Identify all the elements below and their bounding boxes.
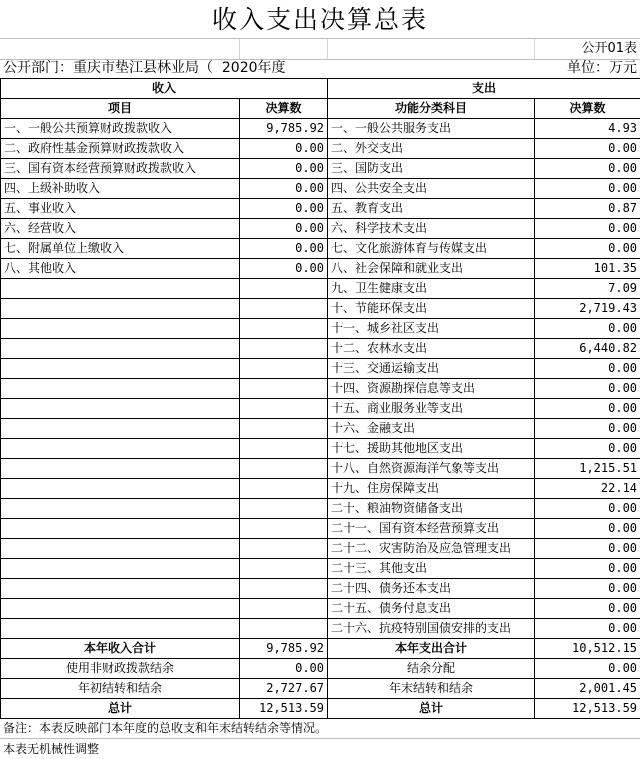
income-item bbox=[1, 579, 240, 599]
table-row bbox=[1, 499, 640, 519]
expense-amount: 7.09 bbox=[535, 279, 640, 299]
income-amount bbox=[240, 599, 328, 619]
expense-amount: 0.87 bbox=[535, 199, 640, 219]
expense-item: 七、文化旅游体育与传媒支出 bbox=[328, 239, 535, 259]
expense-amount: 0.00 bbox=[535, 439, 640, 459]
income-item bbox=[1, 599, 240, 619]
income-amount bbox=[240, 479, 328, 499]
income-summary-label: 本年收入合计 bbox=[1, 639, 240, 659]
income-amount bbox=[240, 499, 328, 519]
expense-amount: 0.00 bbox=[535, 499, 640, 519]
income-header: 收入 bbox=[1, 79, 328, 99]
income-amount: 0.00 bbox=[240, 199, 328, 219]
income-item: 七、附属单位上缴收入 bbox=[1, 239, 240, 259]
table-row bbox=[1, 139, 640, 159]
expense-amount: 0.00 bbox=[535, 579, 640, 599]
item-header: 项目 bbox=[1, 99, 240, 119]
expense-item: 二、外交支出 bbox=[328, 139, 535, 159]
table-row bbox=[1, 339, 640, 359]
budget-table bbox=[0, 78, 640, 719]
income-amount bbox=[240, 279, 328, 299]
expense-item: 五、教育支出 bbox=[328, 199, 535, 219]
income-amount: 0.00 bbox=[240, 139, 328, 159]
table-row bbox=[1, 519, 640, 539]
income-item: 三、国有资本经营预算财政拨款收入 bbox=[1, 159, 240, 179]
department-row bbox=[0, 58, 640, 79]
income-amount bbox=[240, 339, 328, 359]
income-item bbox=[1, 559, 240, 579]
expense-item: 二十三、其他支出 bbox=[328, 559, 535, 579]
table-row bbox=[1, 399, 640, 419]
income-summary-amount: 2,727.67 bbox=[240, 679, 328, 699]
income-item: 五、事业收入 bbox=[1, 199, 240, 219]
table-row bbox=[1, 439, 640, 459]
income-item bbox=[1, 419, 240, 439]
income-summary-label: 年初结转和结余 bbox=[1, 679, 240, 699]
page-title: 收入支出决算总表 bbox=[0, 0, 640, 38]
expense-amount: 0.00 bbox=[535, 239, 640, 259]
expense-item: 八、社会保障和就业支出 bbox=[328, 259, 535, 279]
expense-item: 十、节能环保支出 bbox=[328, 299, 535, 319]
expense-item: 十七、援助其他地区支出 bbox=[328, 439, 535, 459]
expense-summary-amount: 12,513.59 bbox=[535, 699, 640, 719]
expense-amount: 0.00 bbox=[535, 419, 640, 439]
expense-amount: 0.00 bbox=[535, 519, 640, 539]
gridline bbox=[534, 39, 535, 59]
expense-amount: 4.93 bbox=[535, 119, 640, 139]
column-header-row bbox=[1, 99, 640, 119]
expense-amount: 0.00 bbox=[535, 539, 640, 559]
income-item bbox=[1, 339, 240, 359]
table-row bbox=[1, 419, 640, 439]
table-row bbox=[1, 159, 640, 179]
expense-item: 二十一、国有资本经营预算支出 bbox=[328, 519, 535, 539]
expense-item: 十一、城乡社区支出 bbox=[328, 319, 535, 339]
expense-amount: 22.14 bbox=[535, 479, 640, 499]
table-row bbox=[1, 179, 640, 199]
expense-amount: 0.00 bbox=[535, 219, 640, 239]
income-item bbox=[1, 359, 240, 379]
expense-item: 十五、商业服务业等支出 bbox=[328, 399, 535, 419]
expense-summary-label: 本年支出合计 bbox=[328, 639, 535, 659]
income-item bbox=[1, 299, 240, 319]
income-item bbox=[1, 319, 240, 339]
income-item bbox=[1, 519, 240, 539]
income-amount: 0.00 bbox=[240, 259, 328, 279]
expense-amount: 2,719.43 bbox=[535, 299, 640, 319]
form-code-row bbox=[0, 38, 640, 60]
expense-amount: 0.00 bbox=[535, 599, 640, 619]
expense-amount: 0.00 bbox=[535, 379, 640, 399]
expense-item: 九、卫生健康支出 bbox=[328, 279, 535, 299]
expense-amount: 0.00 bbox=[535, 619, 640, 639]
income-item bbox=[1, 399, 240, 419]
income-summary-amount: 12,513.59 bbox=[240, 699, 328, 719]
table-row bbox=[1, 379, 640, 399]
expense-summary-label: 年末结转和结余 bbox=[328, 679, 535, 699]
income-amount: 9,785.92 bbox=[240, 119, 328, 139]
income-amount bbox=[240, 559, 328, 579]
table-row bbox=[1, 539, 640, 559]
income-summary-amount: 0.00 bbox=[240, 659, 328, 679]
income-item bbox=[1, 499, 240, 519]
expense-item: 一、一般公共服务支出 bbox=[328, 119, 535, 139]
income-amount bbox=[240, 399, 328, 419]
expense-summary-label: 总计 bbox=[328, 699, 535, 719]
income-amount bbox=[240, 299, 328, 319]
table-row bbox=[1, 199, 640, 219]
expense-item: 十八、自然资源海洋气象等支出 bbox=[328, 459, 535, 479]
expense-item: 二十四、债务还本支出 bbox=[328, 579, 535, 599]
income-item: 八、其他收入 bbox=[1, 259, 240, 279]
income-item bbox=[1, 279, 240, 299]
table-row bbox=[1, 119, 640, 139]
expense-amount: 0.00 bbox=[535, 359, 640, 379]
amount-header: 决算数 bbox=[240, 99, 328, 119]
income-item: 四、上级补助收入 bbox=[1, 179, 240, 199]
table-row bbox=[1, 559, 640, 579]
expense-item: 十九、住房保障支出 bbox=[328, 479, 535, 499]
table-row bbox=[1, 239, 640, 259]
income-amount bbox=[240, 439, 328, 459]
income-item bbox=[1, 439, 240, 459]
section-header-row bbox=[1, 79, 640, 99]
func-item-header: 功能分类科目 bbox=[328, 99, 535, 119]
expense-item: 三、国防支出 bbox=[328, 159, 535, 179]
income-amount bbox=[240, 419, 328, 439]
income-item bbox=[1, 459, 240, 479]
expense-item: 十二、农林水支出 bbox=[328, 339, 535, 359]
income-item bbox=[1, 379, 240, 399]
gridline bbox=[327, 39, 328, 59]
expense-amount: 0.00 bbox=[535, 179, 640, 199]
income-item bbox=[1, 479, 240, 499]
table-row bbox=[1, 459, 640, 479]
table-row bbox=[1, 219, 640, 239]
expense-summary-amount: 10,512.15 bbox=[535, 639, 640, 659]
expense-item: 十六、金融支出 bbox=[328, 419, 535, 439]
table-row bbox=[1, 279, 640, 299]
expense-amount: 0.00 bbox=[535, 399, 640, 419]
expense-amount: 0.00 bbox=[535, 559, 640, 579]
table-row bbox=[1, 579, 640, 599]
income-item: 二、政府性基金预算财政拨款收入 bbox=[1, 139, 240, 159]
gridline bbox=[239, 39, 240, 59]
expense-item: 四、公共安全支出 bbox=[328, 179, 535, 199]
expense-amount: 0.00 bbox=[535, 319, 640, 339]
expense-item: 二十、粮油物资储备支出 bbox=[328, 499, 535, 519]
expense-amount: 101.35 bbox=[535, 259, 640, 279]
income-amount bbox=[240, 519, 328, 539]
expense-item: 二十五、债务付息支出 bbox=[328, 599, 535, 619]
expense-item: 十三、交通运输支出 bbox=[328, 359, 535, 379]
income-amount: 0.00 bbox=[240, 239, 328, 259]
summary-row bbox=[1, 679, 640, 699]
income-item: 一、一般公共预算财政拨款收入 bbox=[1, 119, 240, 139]
expense-amount: 1,215.51 bbox=[535, 459, 640, 479]
income-summary-label: 总计 bbox=[1, 699, 240, 719]
expense-amount: 0.00 bbox=[535, 159, 640, 179]
table-row bbox=[1, 599, 640, 619]
table-row bbox=[1, 299, 640, 319]
summary-row bbox=[1, 699, 640, 719]
income-amount bbox=[240, 379, 328, 399]
expense-item: 十四、资源勘探信息等支出 bbox=[328, 379, 535, 399]
table-row bbox=[1, 319, 640, 339]
department-label: 公开部门：重庆市垫江县林业局（ 2020年度 bbox=[3, 58, 286, 78]
unit-label: 单位：万元 bbox=[567, 58, 637, 78]
income-amount: 0.00 bbox=[240, 219, 328, 239]
income-amount bbox=[240, 619, 328, 639]
expense-summary-amount: 0.00 bbox=[535, 659, 640, 679]
income-amount: 0.00 bbox=[240, 159, 328, 179]
income-summary-amount: 9,785.92 bbox=[240, 639, 328, 659]
income-amount bbox=[240, 359, 328, 379]
income-item bbox=[1, 539, 240, 559]
expense-amount: 6,440.82 bbox=[535, 339, 640, 359]
income-summary-label: 使用非财政拨款结余 bbox=[1, 659, 240, 679]
table-row bbox=[1, 259, 640, 279]
table-row bbox=[1, 479, 640, 499]
expense-item: 二十六、抗疫特别国债安排的支出 bbox=[328, 619, 535, 639]
summary-row bbox=[1, 659, 640, 679]
expense-item: 二十二、灾害防治及应急管理支出 bbox=[328, 539, 535, 559]
form-code: 公开01表 bbox=[581, 39, 637, 59]
summary-row bbox=[1, 639, 640, 659]
remark-note: 备注：本表反映部门本年度的总收支和年末结转结余等情况。 bbox=[0, 718, 640, 738]
income-amount bbox=[240, 459, 328, 479]
income-item: 六、经营收入 bbox=[1, 219, 240, 239]
adjustment-note: 本表无机械性调整 bbox=[0, 738, 640, 758]
expense-summary-amount: 2,001.45 bbox=[535, 679, 640, 699]
income-amount bbox=[240, 319, 328, 339]
expense-header: 支出 bbox=[328, 79, 640, 99]
income-amount bbox=[240, 579, 328, 599]
expense-amount: 0.00 bbox=[535, 139, 640, 159]
income-amount: 0.00 bbox=[240, 179, 328, 199]
expense-item: 六、科学技术支出 bbox=[328, 219, 535, 239]
income-amount bbox=[240, 539, 328, 559]
table-row bbox=[1, 359, 640, 379]
expense-summary-label: 结余分配 bbox=[328, 659, 535, 679]
income-item bbox=[1, 619, 240, 639]
amount2-header: 决算数 bbox=[535, 99, 640, 119]
table-row bbox=[1, 619, 640, 639]
